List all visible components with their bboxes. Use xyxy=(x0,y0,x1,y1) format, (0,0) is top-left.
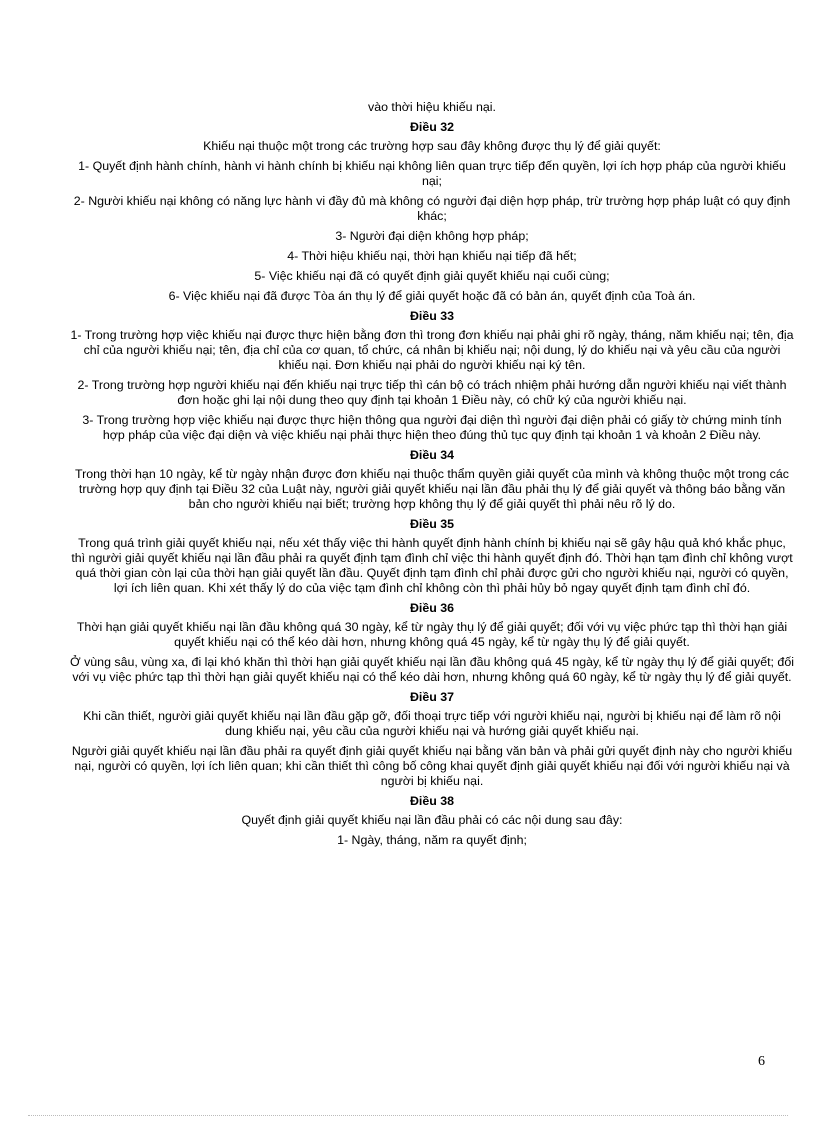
article-heading: Điều 34 xyxy=(409,448,455,462)
page-number: 6 xyxy=(758,1054,765,1069)
paragraph: 5- Việc khiếu nại đã có quyết định giải quyết khiếu nại cuối cùng; xyxy=(254,269,610,283)
paragraph: 1- Ngày, tháng, năm ra quyết định; xyxy=(337,833,527,847)
article-heading: Điều 32 xyxy=(409,120,455,134)
paragraph: 2- Trong trường hợp người khiếu nại đến khiếu nại trực tiếp thì cán bộ có trách nhiệm phải hướng dẫn người khiếu nại viết thành đơn hoặc ghi lại nội dung theo quy định tại khoản 1 Điều này, có chữ ký của người khiếu nại. xyxy=(77,378,787,407)
paragraph: 1- Quyết định hành chính, hành vi hành chính bị khiếu nại không liên quan trực tiếp đến quyền, lợi ích hợp pháp của người khiếu nại; xyxy=(78,159,786,188)
paragraph: 4- Thời hiệu khiếu nại, thời hạn khiếu nại tiếp đã hết; xyxy=(287,249,577,263)
article-heading: Điều 35 xyxy=(409,517,455,531)
article-heading: Điều 37 xyxy=(409,690,455,704)
paragraph: Khiếu nại thuộc một trong các trường hợp sau đây không được thụ lý để giải quyết: xyxy=(203,139,661,153)
paragraph: 1- Trong trường hợp việc khiếu nại được thực hiện bằng đơn thì trong đơn khiếu nại phải ghi rõ ngày, tháng, năm khiếu nại; tên, địa chỉ của người khiếu nại; tên, địa chỉ của cơ quan, tổ chức, cá nhân bị khiếu nại; nội dung, lý do khiếu nại và yêu cầu của người khiếu nại. Đơn khiếu nại phải do người khiếu nại ký tên. xyxy=(70,328,794,372)
paragraph: 6- Việc khiếu nại đã được Tòa án thụ lý để giải quyết hoặc đã có bản án, quyết định của Toà án. xyxy=(168,289,696,303)
document-page xyxy=(70,100,794,853)
paragraph: Ở vùng sâu, vùng xa, đi lại khó khăn thì thời hạn giải quyết khiếu nại lần đầu không quá 45 ngày, kể từ ngày thụ lý để giải quyết; đối với vụ việc phức tạp thì thời hạn giải quyết khiếu nại có thể kéo dài hơn, nhưng không quá 60 ngày, kể từ ngày thụ lý để giải quyết. xyxy=(70,655,794,684)
paragraph: vào thời hiệu khiếu nại. xyxy=(368,100,496,114)
paragraph: 2- Người khiếu nại không có năng lực hành vi đầy đủ mà không có người đại diện hợp pháp, trừ trường hợp pháp luật có quy định khác; xyxy=(73,194,791,223)
article-heading: Điều 33 xyxy=(409,309,455,323)
paragraph: Trong quá trình giải quyết khiếu nại, nếu xét thấy việc thi hành quyết định hành chính bị khiếu nại sẽ gây hậu quả khó khắc phục, thì người giải quyết khiếu nại lần đầu phải ra quyết định tạm đình chỉ việc thi hành quyết định đó. Thời hạn tạm đình chỉ không vượt quá thời gian còn lại của thời hạn giải quyết lần đầu. Quyết định tạm đình chỉ phải được gửi cho người khiếu nại, người có quyền, lợi ích liên quan. Khi xét thấy lý do của việc tạm đình chỉ không còn thì phải hủy bỏ ngay quyết định tạm đình chỉ đó. xyxy=(71,536,793,595)
paragraph: 3- Trong trường hợp việc khiếu nại được thực hiện thông qua người đại diện thì người đại diện phải có giấy tờ chứng minh tính hợp pháp của việc đại diện và việc khiếu nại phải thực hiện theo đúng thủ tục quy định tại khoản 1 và khoản 2 Điều này. xyxy=(82,413,782,442)
paragraph: Người giải quyết khiếu nại lần đầu phải ra quyết định giải quyết khiếu nại bằng văn bản và phải gửi quyết định này cho người khiếu nại, người có quyền, lợi ích liên quan; khi cần thiết thì công bố công khai quyết định giải quyết khiếu nại đối với người khiếu nại và người bị khiếu nại. xyxy=(71,744,793,788)
paragraph: Thời hạn giải quyết khiếu nại lần đầu không quá 30 ngày, kể từ ngày thụ lý để giải quyết; đối với vụ việc phức tạp thì thời hạn giải quyết khiếu nại có thể kéo dài hơn, nhưng không quá 45 ngày, kể từ ngày thụ lý để giải quyết. xyxy=(76,620,788,649)
paragraph: Trong thời hạn 10 ngày, kể từ ngày nhận được đơn khiếu nại thuộc thẩm quyền giải quyết của mình và không thuộc một trong các trường hợp quy định tại Điều 32 của Luật này, người giải quyết khiếu nại lần đầu phải thụ lý để giải quyết và thông báo bằng văn bản cho người khiếu nại biết; trường hợp không thụ lý để giải quyết thì phải nêu rõ lý do. xyxy=(75,467,789,511)
paragraph: Khi cần thiết, người giải quyết khiếu nại lần đầu gặp gỡ, đối thoại trực tiếp với người khiếu nại, người bị khiếu nại để làm rõ nội dung khiếu nại, yêu cầu của người khiếu nại và hướng giải quyết khiếu nại. xyxy=(83,709,781,738)
paragraph: 3- Người đại diện không hợp pháp; xyxy=(335,229,529,243)
article-heading: Điều 36 xyxy=(409,601,455,615)
article-heading: Điều 38 xyxy=(409,794,455,808)
page-bottom-rule xyxy=(28,1115,788,1116)
paragraph: Quyết định giải quyết khiếu nại lần đầu phải có các nội dung sau đây: xyxy=(241,813,623,827)
